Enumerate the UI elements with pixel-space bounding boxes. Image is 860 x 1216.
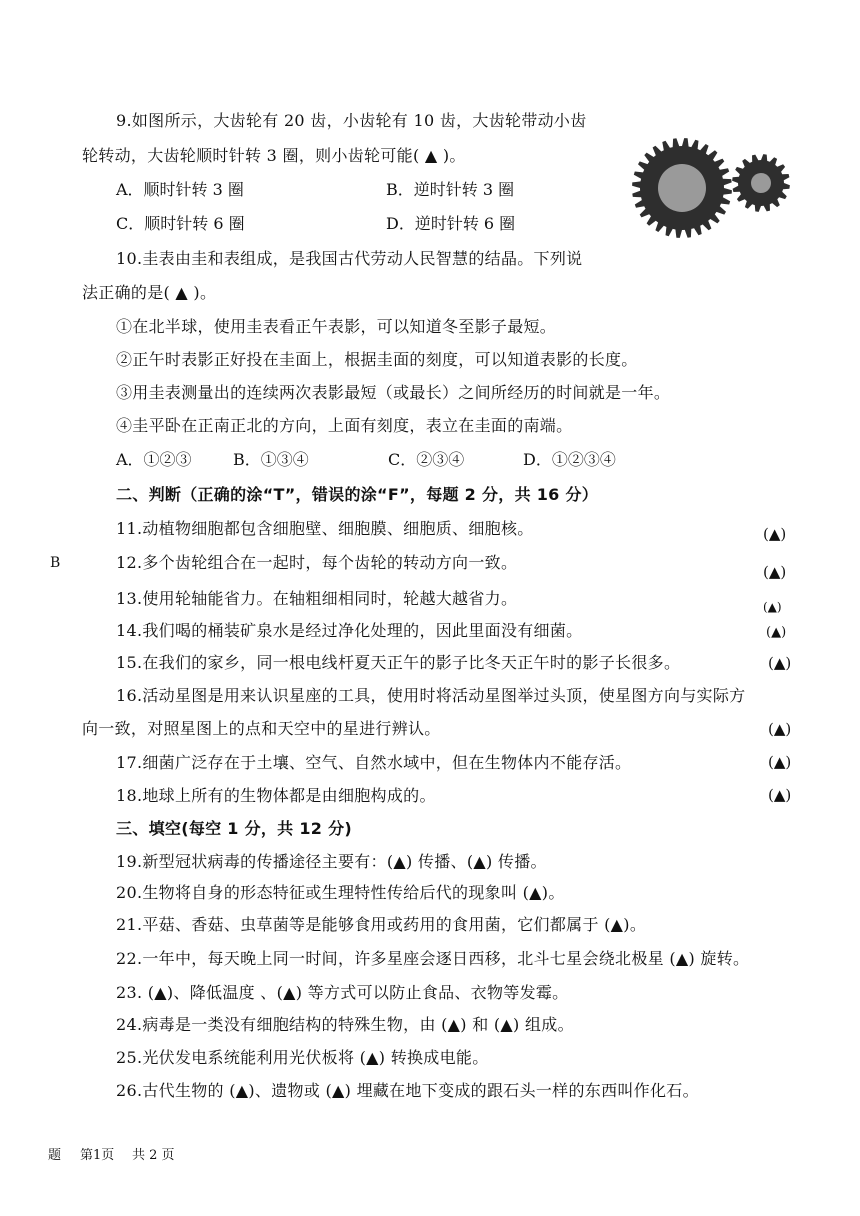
fill-item-23: 23. (▲)、降低温度 、(▲) 等方式可以防止食品、衣物等发霉。	[116, 983, 569, 1002]
q10-option-a: A．①②③	[116, 450, 192, 469]
fill-item-22: 22.一年中，每天晚上同一时间，许多星座会逐日西移，北斗七星会绕北极星 (▲) 旋转。	[116, 949, 750, 968]
answer-mark-15: (▲)	[768, 654, 792, 672]
answer-mark-11: (▲)	[763, 525, 787, 543]
answer-mark-13: (▲)	[763, 600, 782, 614]
footer-total: 共 2 页	[132, 1148, 175, 1163]
judge-item-16-line2: 向一致，对照星图上的点和天空中的星进行辨认。	[82, 719, 441, 738]
q10-statement-4: ④圭平卧在正南正北的方向，上面有刻度，表立在圭面的南端。	[116, 416, 573, 435]
q9-line2: 轮转动，大齿轮顺时针转 3 圈，则小齿轮可能( ▲ )。	[82, 146, 466, 165]
judge-item-16-line1: 16.活动星图是用来认识星座的工具，使用时将活动星图举过头顶，使星图方向与实际方	[116, 686, 746, 705]
footer-left: 题	[48, 1148, 62, 1163]
q10-statement-2: ②正午时表影正好投在圭面上，根据圭面的刻度，可以知道表影的长度。	[116, 350, 638, 369]
section2-title: 二、判断（正确的涂“T”，错误的涂“F”，每题 2 分，共 16 分）	[116, 485, 599, 504]
fill-item-26: 26.古代生物的 (▲)、遗物或 (▲) 埋藏在地下变成的跟石头一样的东西叫作化石。	[116, 1081, 699, 1100]
judge-item-18: 18.地球上所有的生物体都是由细胞构成的。	[116, 786, 436, 805]
gear-hub	[751, 173, 771, 193]
fill-item-19: 19.新型冠状病毒的传播途径主要有：(▲) 传播、(▲) 传播。	[116, 852, 547, 871]
footer-page: 第1页	[80, 1148, 115, 1163]
section3-title: 三、填空(每空 1 分，共 12 分)	[116, 819, 353, 838]
q10-option-b: B．①③④	[233, 450, 309, 469]
fill-item-24: 24.病毒是一类没有细胞结构的特殊生物，由 (▲) 和 (▲) 组成。	[116, 1015, 574, 1034]
q10-option-d: D．①②③④	[523, 450, 616, 469]
fill-item-25: 25.光伏发电系统能利用光伏板将 (▲) 转换成电能。	[116, 1048, 489, 1067]
gear-hub	[658, 164, 706, 212]
q10-line2: 法正确的是( ▲ )。	[82, 283, 217, 302]
gears-figure	[630, 138, 800, 238]
answer-mark-18: (▲)	[768, 786, 792, 804]
judge-item-17: 17.细菌广泛存在于土壤、空气、自然水域中，但在生物体内不能存活。	[116, 753, 632, 772]
large-gear-icon	[632, 138, 732, 238]
answer-mark-12: (▲)	[763, 563, 787, 581]
q9-option-c: C．顺时针转 6 圈	[116, 214, 245, 233]
q9-option-d: D．逆时针转 6 圈	[386, 214, 516, 233]
q10-option-c: C．②③④	[388, 450, 465, 469]
q9-option-a: A．顺时针转 3 圈	[116, 180, 244, 199]
q10-statement-3: ③用圭表测量出的连续两次表影最短（或最长）之间所经历的时间就是一年。	[116, 383, 671, 402]
small-gear-icon	[732, 154, 790, 212]
answer-mark-17: (▲)	[768, 753, 792, 771]
q10-statement-1: ①在北半球，使用圭表看正午表影，可以知道冬至影子最短。	[116, 317, 557, 336]
q9-option-b: B．逆时针转 3 圈	[386, 180, 515, 199]
answer-mark-14: (▲)	[766, 625, 787, 640]
q10-line1: 10.圭表由圭和表组成，是我国古代劳动人民智慧的结晶。下列说	[116, 249, 583, 268]
fill-item-21: 21.平菇、香菇、虫草菌等是能够食用或药用的食用菌，它们都属于 (▲)。	[116, 915, 647, 934]
answer-mark-16: (▲)	[768, 720, 792, 738]
judge-item-15: 15.在我们的家乡，同一根电线杆夏天正午的影子比冬天正午时的影子长很多。	[116, 653, 681, 672]
judge-item-12: 12.多个齿轮组合在一起时，每个齿轮的转动方向一致。	[116, 553, 518, 572]
fill-item-20: 20.生物将自身的形态特征或生理特性传给后代的现象叫 (▲)。	[116, 883, 565, 902]
q9-line1: 9.如图所示，大齿轮有 20 齿，小齿轮有 10 齿，大齿轮带动小齿	[116, 111, 587, 130]
judge-item-13: 13.使用轮轴能省力。在轴粗细相同时，轮越大越省力。	[116, 589, 518, 608]
margin-letter: B	[50, 555, 61, 571]
judge-item-11: 11.动植物细胞都包含细胞壁、细胞膜、细胞质、细胞核。	[116, 519, 534, 538]
judge-item-14: 14.我们喝的桶装矿泉水是经过净化处理的，因此里面没有细菌。	[116, 621, 583, 640]
